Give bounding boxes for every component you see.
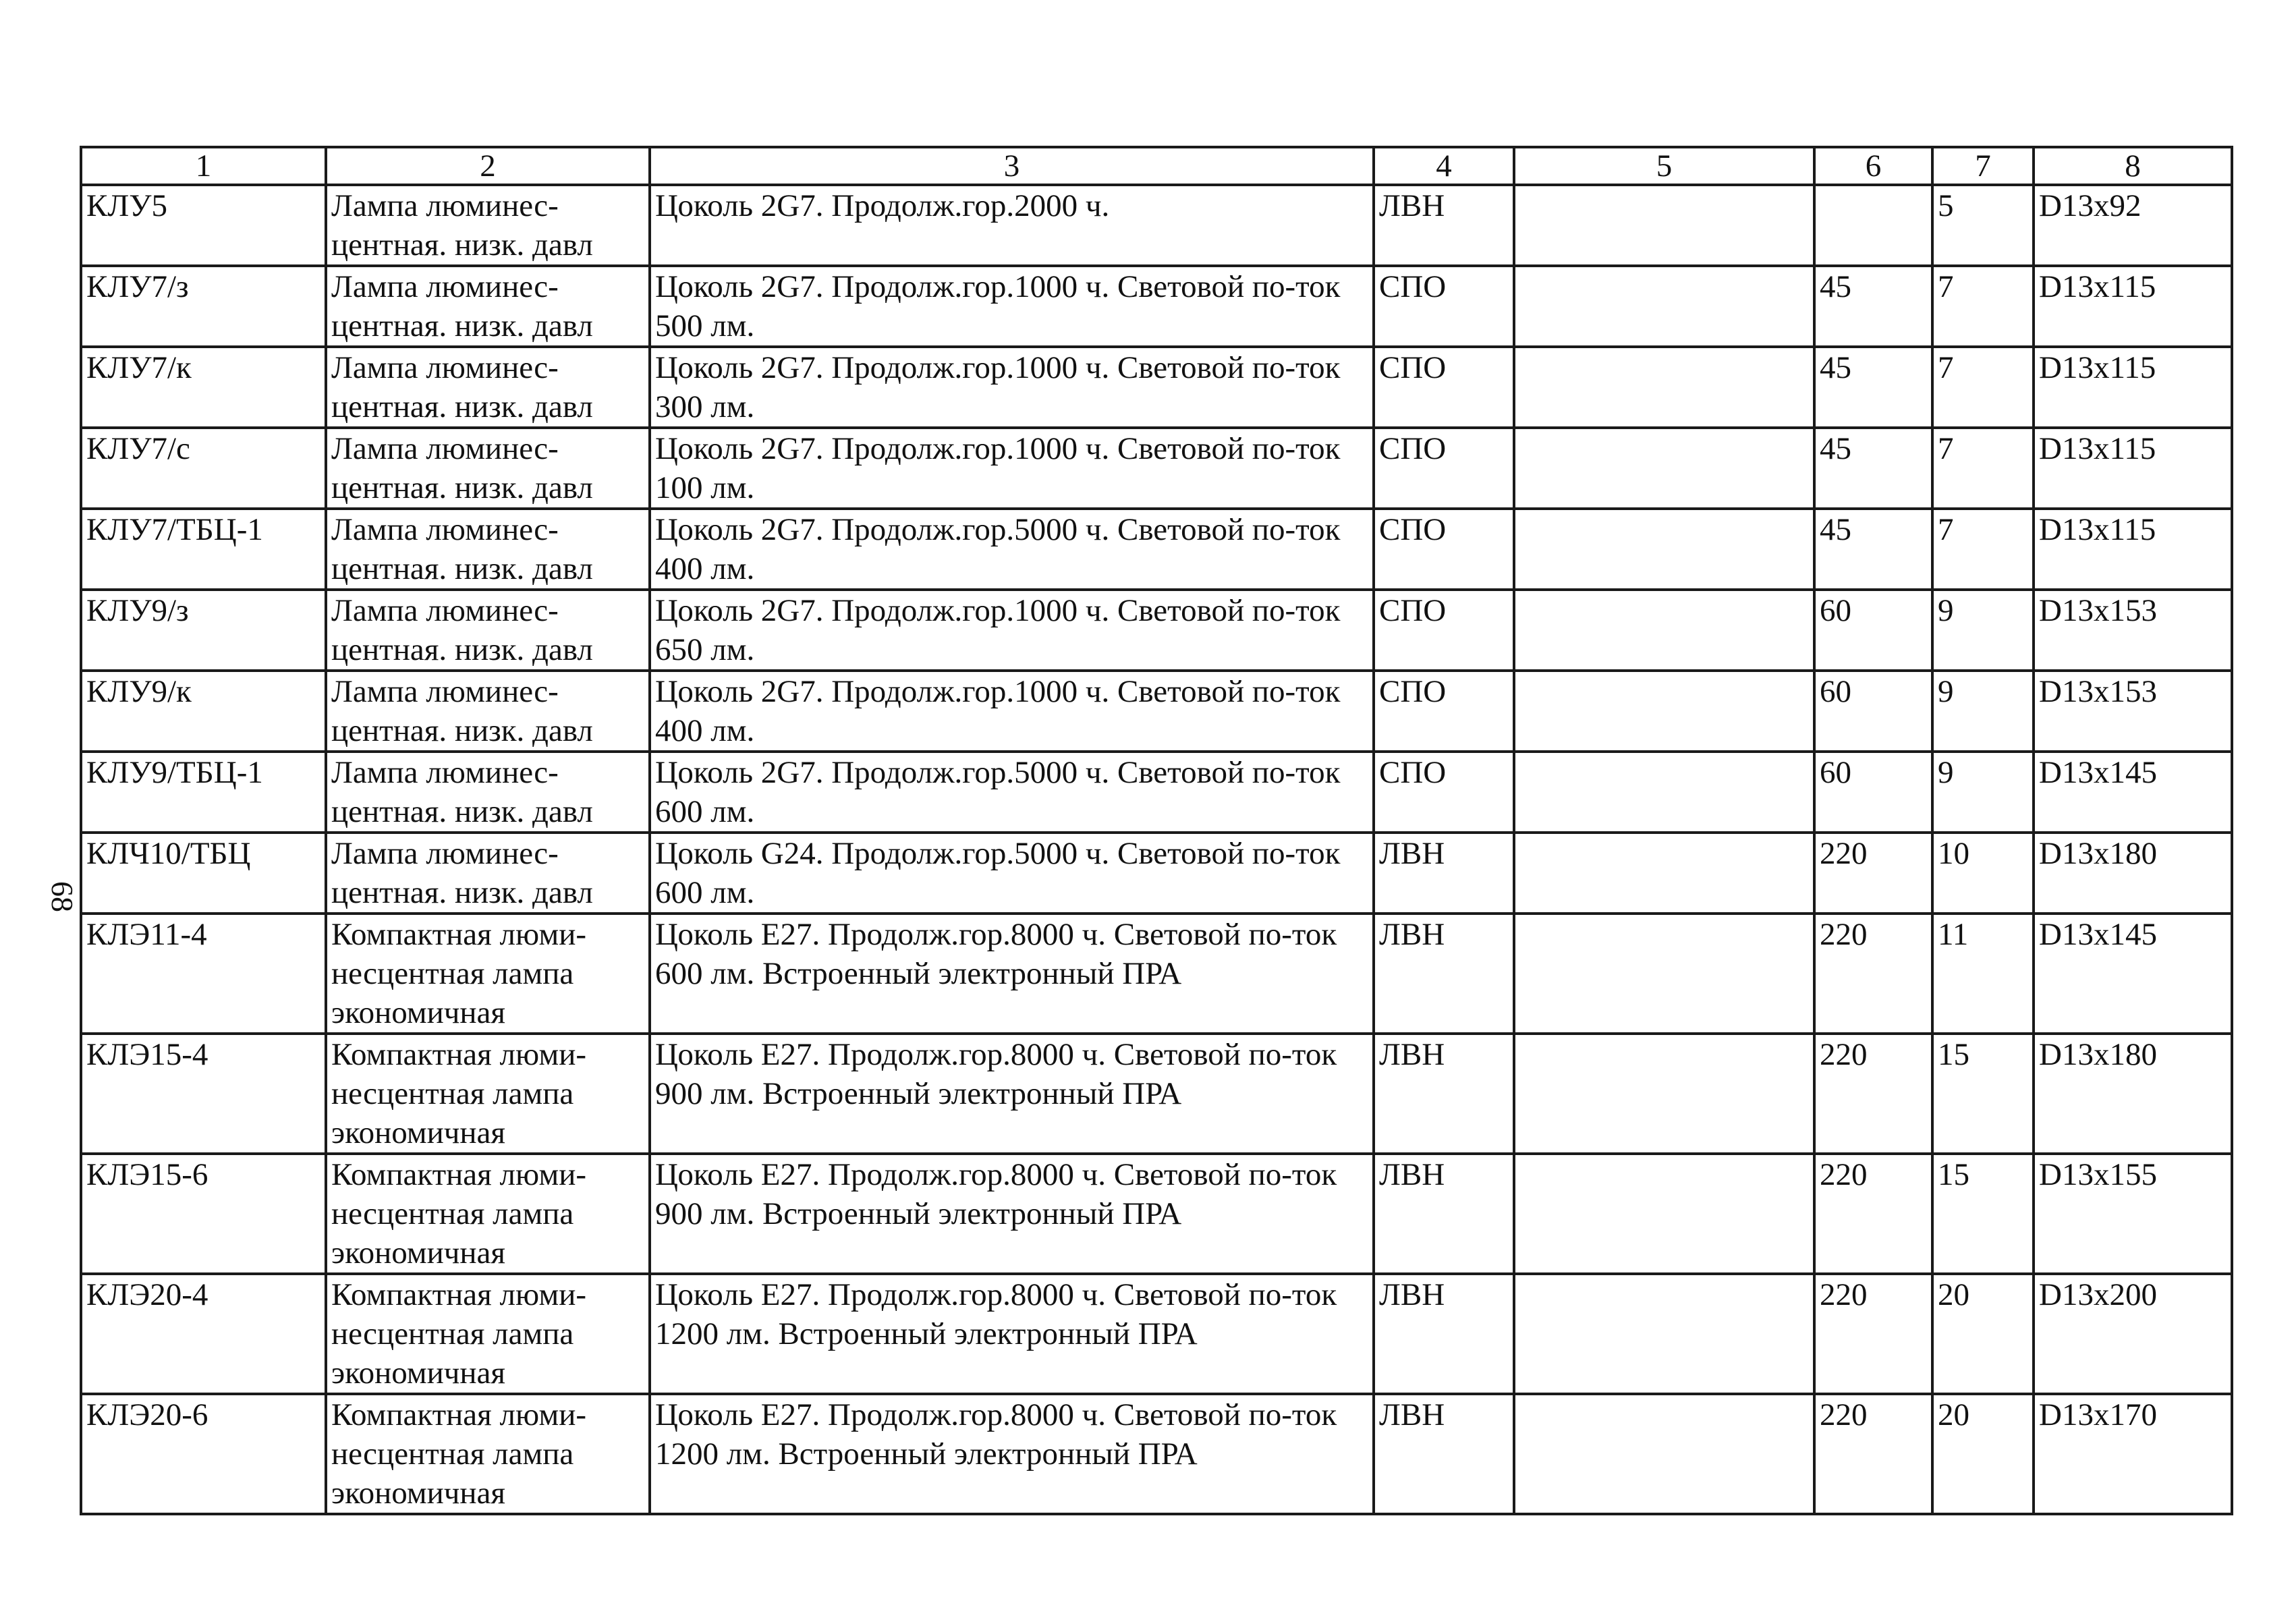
table-row <box>81 1394 2232 1514</box>
cell-designation: КЛУ9/к <box>81 671 326 752</box>
table-row <box>81 185 2232 266</box>
cell-col5 <box>1514 1274 1814 1394</box>
cell-power: 5 <box>1932 185 2034 266</box>
cell-lamp-type: Лампа люминес-центная. низк. давл <box>326 185 650 266</box>
table-row <box>81 590 2232 671</box>
cell-voltage: 60 <box>1814 671 1932 752</box>
cell-dimensions: D13x180 <box>2034 1034 2232 1154</box>
cell-dimensions: D13x153 <box>2034 590 2232 671</box>
cell-col5 <box>1514 752 1814 833</box>
cell-lamp-type: Компактная люми-несцентная лампа экономичная <box>326 1154 650 1274</box>
cell-manufacturer: ЛВН <box>1374 1394 1514 1514</box>
table-row <box>81 752 2232 833</box>
cell-col5 <box>1514 914 1814 1034</box>
table-row <box>81 428 2232 509</box>
column-header-1: 1 <box>81 147 326 185</box>
column-header-5: 5 <box>1514 147 1814 185</box>
cell-dimensions: D13x145 <box>2034 752 2232 833</box>
cell-designation: КЛЭ20-4 <box>81 1274 326 1394</box>
cell-power: 9 <box>1932 590 2034 671</box>
cell-voltage: 45 <box>1814 428 1932 509</box>
cell-dimensions: D13x115 <box>2034 266 2232 347</box>
cell-voltage: 220 <box>1814 1154 1932 1274</box>
cell-power: 20 <box>1932 1394 2034 1514</box>
cell-lamp-type: Лампа люминес-центная. низк. давл <box>326 671 650 752</box>
cell-lamp-type: Компактная люми-несцентная лампа экономичная <box>326 1274 650 1394</box>
cell-dimensions: D13x180 <box>2034 833 2232 914</box>
cell-col5 <box>1514 1154 1814 1274</box>
cell-description: Цоколь Е27. Продолж.гор.8000 ч. Световой по-ток 600 лм. Встроенный электронный ПРА <box>650 914 1374 1034</box>
cell-designation: КЛУ5 <box>81 185 326 266</box>
cell-col5 <box>1514 509 1814 590</box>
cell-description: Цоколь 2G7. Продолж.гор.1000 ч. Световой по-ток 650 лм. <box>650 590 1374 671</box>
table-row <box>81 509 2232 590</box>
cell-dimensions: D13x145 <box>2034 914 2232 1034</box>
cell-voltage: 60 <box>1814 752 1932 833</box>
column-header-6: 6 <box>1814 147 1932 185</box>
cell-designation: КЛУ7/с <box>81 428 326 509</box>
cell-power: 7 <box>1932 428 2034 509</box>
cell-col5 <box>1514 671 1814 752</box>
cell-voltage: 45 <box>1814 266 1932 347</box>
cell-dimensions: D13x200 <box>2034 1274 2232 1394</box>
cell-dimensions: D13x153 <box>2034 671 2232 752</box>
cell-voltage <box>1814 185 1932 266</box>
cell-dimensions: D13x170 <box>2034 1394 2232 1514</box>
cell-description: Цоколь 2G7. Продолж.гор.1000 ч. Световой по-ток 500 лм. <box>650 266 1374 347</box>
cell-voltage: 220 <box>1814 1274 1932 1394</box>
cell-manufacturer: СПО <box>1374 752 1514 833</box>
page-number: 68 <box>45 881 80 912</box>
cell-manufacturer: ЛВН <box>1374 914 1514 1034</box>
cell-lamp-type: Лампа люминес-центная. низк. давл <box>326 428 650 509</box>
cell-description: Цоколь G24. Продолж.гор.5000 ч. Световой по-ток 600 лм. <box>650 833 1374 914</box>
cell-manufacturer: СПО <box>1374 509 1514 590</box>
cell-power: 10 <box>1932 833 2034 914</box>
table-row <box>81 266 2232 347</box>
cell-power: 11 <box>1932 914 2034 1034</box>
cell-col5 <box>1514 347 1814 428</box>
cell-description: Цоколь 2G7. Продолж.гор.5000 ч. Световой по-ток 600 лм. <box>650 752 1374 833</box>
cell-col5 <box>1514 428 1814 509</box>
cell-manufacturer: СПО <box>1374 428 1514 509</box>
cell-description: Цоколь 2G7. Продолж.гор.5000 ч. Световой по-ток 400 лм. <box>650 509 1374 590</box>
lamp-spec-table <box>80 146 2233 1515</box>
cell-power: 7 <box>1932 266 2034 347</box>
cell-lamp-type: Лампа люминес-центная. низк. давл <box>326 833 650 914</box>
cell-power: 7 <box>1932 347 2034 428</box>
cell-designation: КЛЭ15-6 <box>81 1154 326 1274</box>
column-header-4: 4 <box>1374 147 1514 185</box>
cell-dimensions: D13x115 <box>2034 509 2232 590</box>
table-row <box>81 347 2232 428</box>
cell-description: Цоколь 2G7. Продолж.гор.1000 ч. Световой по-ток 400 лм. <box>650 671 1374 752</box>
cell-power: 7 <box>1932 509 2034 590</box>
table-row <box>81 1034 2232 1154</box>
cell-designation: КЛУ7/к <box>81 347 326 428</box>
cell-voltage: 45 <box>1814 509 1932 590</box>
table-row <box>81 671 2232 752</box>
cell-col5 <box>1514 266 1814 347</box>
cell-power: 15 <box>1932 1154 2034 1274</box>
cell-manufacturer: ЛВН <box>1374 1274 1514 1394</box>
cell-col5 <box>1514 1034 1814 1154</box>
cell-voltage: 60 <box>1814 590 1932 671</box>
cell-manufacturer: ЛВН <box>1374 185 1514 266</box>
cell-col5 <box>1514 590 1814 671</box>
cell-description: Цоколь 2G7. Продолж.гор.1000 ч. Световой по-ток 100 лм. <box>650 428 1374 509</box>
cell-description: Цоколь Е27. Продолж.гор.8000 ч. Световой по-ток 900 лм. Встроенный электронный ПРА <box>650 1154 1374 1274</box>
cell-description: Цоколь Е27. Продолж.гор.8000 ч. Световой по-ток 1200 лм. Встроенный электронный ПРА <box>650 1394 1374 1514</box>
column-header-3: 3 <box>650 147 1374 185</box>
cell-lamp-type: Лампа люминес-центная. низк. давл <box>326 752 650 833</box>
cell-lamp-type: Компактная люми-несцентная лампа экономичная <box>326 1394 650 1514</box>
cell-designation: КЛЭ20-6 <box>81 1394 326 1514</box>
cell-power: 9 <box>1932 671 2034 752</box>
cell-voltage: 220 <box>1814 1394 1932 1514</box>
table-row <box>81 914 2232 1034</box>
cell-voltage: 45 <box>1814 347 1932 428</box>
column-header-7: 7 <box>1932 147 2034 185</box>
cell-manufacturer: ЛВН <box>1374 1154 1514 1274</box>
cell-lamp-type: Лампа люминес-центная. низк. давл <box>326 509 650 590</box>
column-header-8: 8 <box>2034 147 2232 185</box>
cell-voltage: 220 <box>1814 914 1932 1034</box>
cell-lamp-type: Лампа люминес-центная. низк. давл <box>326 266 650 347</box>
cell-designation: КЛЭ15-4 <box>81 1034 326 1154</box>
cell-manufacturer: СПО <box>1374 671 1514 752</box>
cell-manufacturer: ЛВН <box>1374 833 1514 914</box>
table-header-row <box>81 147 2232 185</box>
cell-designation: КЛУ7/ТБЦ-1 <box>81 509 326 590</box>
cell-description: Цоколь 2G7. Продолж.гор.1000 ч. Световой по-ток 300 лм. <box>650 347 1374 428</box>
cell-designation: КЛЭ11-4 <box>81 914 326 1034</box>
table-row <box>81 833 2232 914</box>
cell-lamp-type: Лампа люминес-центная. низк. давл <box>326 590 650 671</box>
cell-col5 <box>1514 185 1814 266</box>
cell-manufacturer: СПО <box>1374 590 1514 671</box>
cell-dimensions: D13x92 <box>2034 185 2232 266</box>
column-header-2: 2 <box>326 147 650 185</box>
cell-voltage: 220 <box>1814 833 1932 914</box>
cell-dimensions: D13x155 <box>2034 1154 2232 1274</box>
cell-power: 20 <box>1932 1274 2034 1394</box>
cell-lamp-type: Лампа люминес-центная. низк. давл <box>326 347 650 428</box>
cell-power: 9 <box>1932 752 2034 833</box>
cell-manufacturer: СПО <box>1374 266 1514 347</box>
cell-dimensions: D13x115 <box>2034 347 2232 428</box>
cell-col5 <box>1514 1394 1814 1514</box>
cell-col5 <box>1514 833 1814 914</box>
cell-voltage: 220 <box>1814 1034 1932 1154</box>
cell-lamp-type: Компактная люми-несцентная лампа экономичная <box>326 914 650 1034</box>
cell-designation: КЛУ7/з <box>81 266 326 347</box>
cell-manufacturer: СПО <box>1374 347 1514 428</box>
table-row <box>81 1274 2232 1394</box>
cell-lamp-type: Компактная люми-несцентная лампа экономичная <box>326 1034 650 1154</box>
cell-designation: КЛЧ10/ТБЦ <box>81 833 326 914</box>
cell-description: Цоколь Е27. Продолж.гор.8000 ч. Световой по-ток 900 лм. Встроенный электронный ПРА <box>650 1034 1374 1154</box>
cell-designation: КЛУ9/ТБЦ-1 <box>81 752 326 833</box>
cell-dimensions: D13x115 <box>2034 428 2232 509</box>
cell-description: Цоколь Е27. Продолж.гор.8000 ч. Световой по-ток 1200 лм. Встроенный электронный ПРА <box>650 1274 1374 1394</box>
cell-power: 15 <box>1932 1034 2034 1154</box>
cell-description: Цоколь 2G7. Продолж.гор.2000 ч. <box>650 185 1374 266</box>
table-row <box>81 1154 2232 1274</box>
cell-manufacturer: ЛВН <box>1374 1034 1514 1154</box>
cell-designation: КЛУ9/з <box>81 590 326 671</box>
